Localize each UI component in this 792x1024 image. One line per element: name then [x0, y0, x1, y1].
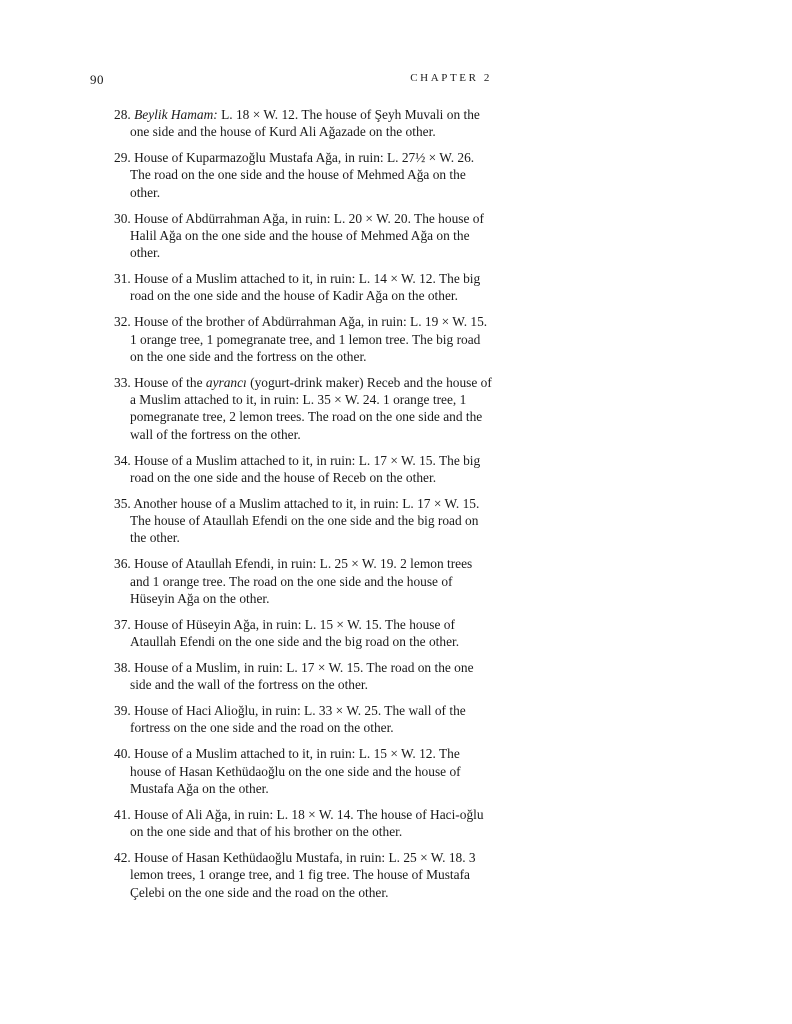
page-number: 90	[90, 72, 104, 87]
list-item	[114, 849, 492, 901]
entry-number: 32.	[114, 314, 135, 330]
entry-number: 31.	[114, 271, 135, 287]
list-item	[114, 313, 492, 365]
list-item	[114, 270, 492, 305]
list-item	[114, 616, 492, 651]
entry-text: House of a Muslim attached to it, in ruin: L. 17 × W. 15. The big road on the one side and the house of Receb on the other.	[130, 452, 481, 485]
entry-text: House of Abdürrahman Ağa, in ruin: L. 20 × W. 20. The house of Halil Ağa on the one side and the house of Mehmed Ağa on the other.	[130, 210, 484, 261]
entry-text: House of Ataullah Efendi, in ruin: L. 25 × W. 19. 2 lemon trees and 1 orange tree. The road on the one side and the house of Hüseyin Ağa on the other.	[130, 556, 473, 606]
entry-number: 41.	[114, 806, 135, 822]
entry-number: 28.	[114, 107, 135, 122]
list-item	[114, 452, 492, 487]
entry-number: 29.	[114, 150, 135, 166]
entry-number: 42.	[114, 850, 135, 865]
list-item	[114, 745, 492, 797]
entry-italic-term: ayrancı	[205, 374, 247, 390]
list-item	[114, 702, 492, 737]
list-item	[114, 495, 492, 547]
list-item	[114, 106, 492, 141]
running-head: CHAPTER 2	[410, 72, 492, 84]
entry-text: House of a Muslim, in ruin: L. 17 × W. 15. The road on the one side and the wall of the fortress on the other.	[130, 659, 474, 693]
entry-number: 37.	[114, 616, 135, 632]
entry-text: House of Ali Ağa, in ruin: L. 18 × W. 14. The house of Haci-oğlu on the one side and that of his brother on the other.	[130, 806, 484, 840]
list-item	[114, 149, 492, 201]
entry-number: 36.	[114, 556, 135, 572]
list-item	[114, 555, 492, 607]
entry-number: 38.	[114, 659, 135, 675]
entry-text: House of Kuparmazoğlu Mustafa Ağa, in ruin: L. 27½ × W. 26. The road on the one side and the house of Mehmed Ağa on the other.	[130, 150, 475, 200]
entry-text: House of a Muslim attached to it, in ruin: L. 14 × W. 12. The big road on the one side and the house of Kadir Ağa on the other.	[130, 271, 481, 304]
entry-number: 35.	[114, 495, 134, 511]
entry-text: House of the brother of Abdürrahman Ağa, in ruin: L. 19 × W. 15. 1 orange tree, 1 pomegranate tree, and 1 lemon tree. The big road on the one side and the fortress on the other.	[130, 314, 488, 364]
entry-number: 39.	[114, 703, 135, 719]
list-item	[114, 659, 492, 694]
entry-text: House of Hüseyin Ağa, in ruin: L. 15 × W. 15. The house of Ataullah Efendi on the one side and the big road on the other.	[130, 616, 460, 650]
entry-text-lead: House of the	[134, 374, 206, 390]
entry-list	[114, 106, 492, 909]
list-item	[114, 210, 492, 262]
list-item	[114, 806, 492, 841]
entry-text: Another house of a Muslim attached to it, in ruin: L. 17 × W. 15. The house of Ataullah Efendi on the one side and the big road on the other.	[130, 495, 480, 546]
entry-text: House of Hasan Kethüdaoğlu Mustafa, in ruin: L. 25 × W. 18. 3 lemon trees, 1 orange tree, and 1 fig tree. The house of Mustafa Çelebi on the one side and the road on the other.	[130, 850, 476, 900]
list-item	[114, 374, 492, 443]
entry-text: (yogurt-drink maker) Receb and the house of a Muslim attached to it, in ruin: L. 35 × W. 24. 1 orange tree, 1 pomegranate tree, 2 lemon trees. The road on the one side and the wall of the fortress on the other.	[130, 374, 492, 442]
entry-number: 40.	[114, 746, 135, 762]
entry-text: House of Haci Alioğlu, in ruin: L. 33 × W. 25. The wall of the fortress on the one side and the road on the other.	[130, 703, 466, 736]
entry-number: 33.	[114, 374, 135, 390]
entry-number: 34.	[114, 452, 135, 468]
entry-text: L. 18 × W. 12. The house of Şeyh Muvali on the one side and the house of Kurd Ali Ağazade on the other.	[130, 107, 480, 140]
entry-text: House of a Muslim attached to it, in ruin: L. 15 × W. 12. The house of Hasan Kethüdaoğlu on the one side and the house of Mustafa Ağa on the other.	[130, 746, 461, 796]
entry-number: 30.	[114, 210, 135, 226]
entry-italic-term: Beylik Hamam:	[134, 107, 218, 122]
